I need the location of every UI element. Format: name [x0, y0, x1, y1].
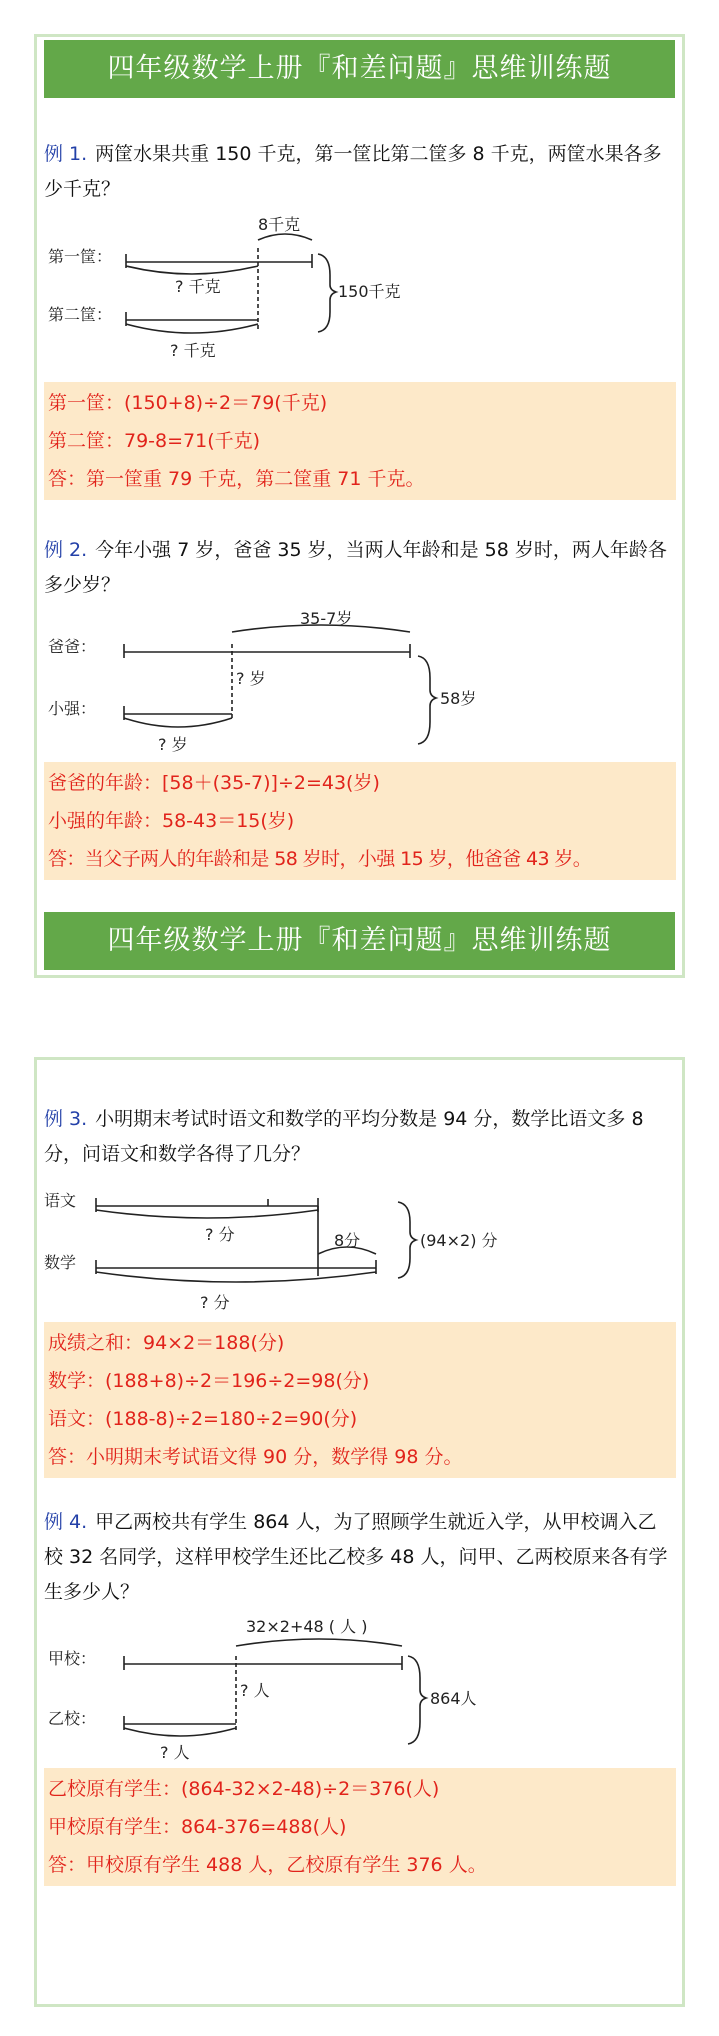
- example-4-text: 甲乙两校共有学生 864 人，为了照顾学生就近入学，从甲校调入乙校 32 名同学，这样甲校学生还比乙校多 48 人，问甲、乙两校原来各有学生多少人？: [44, 1511, 668, 1603]
- diagram-1-row2: 第二筐：: [48, 305, 113, 324]
- example-2-answer-line-2: 小强的年龄：58-43＝15(岁): [48, 810, 295, 832]
- diagram-3-q1: ? 分: [205, 1225, 235, 1244]
- title-banner-repeat: 四年级数学上册『和差问题』思维训练题: [44, 912, 675, 970]
- example-2-answer-line-3: 答：当父子两人的年龄和是 58 岁时，小强 15 岁，他爸爸 43 岁。: [48, 848, 592, 870]
- title-banner: 四年级数学上册『和差问题』思维训练题: [44, 40, 675, 98]
- diagram-3-q2: ? 分: [200, 1293, 230, 1312]
- example-4-answer-line-2: 甲校原有学生：864-376=488(人): [48, 1816, 347, 1838]
- example-3-answer-line-2: 数学：(188+8)÷2＝196÷2=98(分): [48, 1370, 370, 1392]
- example-1-answer-line-1: 第一筐：(150+8)÷2＝79(千克): [48, 392, 328, 414]
- example-1-text: 两筐水果共重 150 千克，第一筐比第二筐多 8 千克，两筐水果各多少千克？: [44, 143, 662, 200]
- diagram-3-row2: 数学: [44, 1253, 77, 1272]
- diagram-2-q2: ? 岁: [158, 735, 188, 754]
- example-1-label: 例 1.: [44, 143, 88, 165]
- diagram-4-total: 864人: [430, 1689, 477, 1708]
- diagram-2-row1: 爸爸：: [48, 637, 97, 656]
- diagram-1-q2: ? 千克: [170, 341, 216, 360]
- example-2-label: 例 2.: [44, 539, 88, 561]
- diagram-3-diff: 8分: [334, 1231, 361, 1250]
- example-4-answer: [44, 1768, 676, 1886]
- example-3-answer-line-1: 成绩之和：94×2＝188(分): [48, 1332, 285, 1354]
- diagram-2-diff: 35-7岁: [300, 609, 353, 628]
- diagram-2-q1: ? 岁: [236, 669, 266, 688]
- diagram-4-q1: ? 人: [240, 1681, 270, 1700]
- example-2-text: 今年小强 7 岁，爸爸 35 岁，当两人年龄和是 58 岁时，两人年龄各多少岁？: [44, 539, 667, 596]
- diagram-4-row1: 甲校：: [48, 1649, 97, 1668]
- diagram-1-row1: 第一筐：: [48, 247, 113, 266]
- example-4-answer-line-1: 乙校原有学生：(864-32×2-48)÷2＝376(人): [48, 1778, 440, 1800]
- example-3-text: 小明期末考试时语文和数学的平均分数是 94 分，数学比语文多 8 分，问语文和数学各得了几分？: [44, 1108, 644, 1165]
- diagram-4-diff: 32×2+48 ( 人 ): [246, 1617, 368, 1636]
- diagram-1-q1: ? 千克: [175, 277, 221, 296]
- diagram-3-total: (94×2) 分: [420, 1231, 498, 1250]
- diagram-1-diff: 8千克: [258, 215, 301, 234]
- diagram-3-row1: 语文: [44, 1191, 77, 1210]
- diagram-2-row2: 小强：: [48, 699, 97, 718]
- diagram-4-row2: 乙校：: [48, 1709, 97, 1728]
- diagram-1-total: 150千克: [338, 282, 401, 301]
- example-4-label: 例 4.: [44, 1511, 88, 1533]
- diagram-2-total: 58岁: [440, 689, 477, 708]
- example-3-answer-line-3: 语文：(188-8)÷2=180÷2=90(分): [48, 1408, 358, 1430]
- example-1-answer-line-2: 第二筐：79-8=71(千克): [48, 430, 261, 452]
- example-4-answer-line-3: 答：甲校原有学生 488 人，乙校原有学生 376 人。: [48, 1854, 487, 1876]
- example-3-label: 例 3.: [44, 1108, 88, 1130]
- example-1-answer-line-3: 答：第一筐重 79 千克，第二筐重 71 千克。: [48, 468, 425, 490]
- example-2-answer-line-1: 爸爸的年龄：[58＋(35-7)]÷2=43(岁): [48, 772, 380, 794]
- example-3-answer-line-4: 答：小明期末考试语文得 90 分，数学得 98 分。: [48, 1446, 463, 1468]
- diagram-4-q2: ? 人: [160, 1743, 190, 1762]
